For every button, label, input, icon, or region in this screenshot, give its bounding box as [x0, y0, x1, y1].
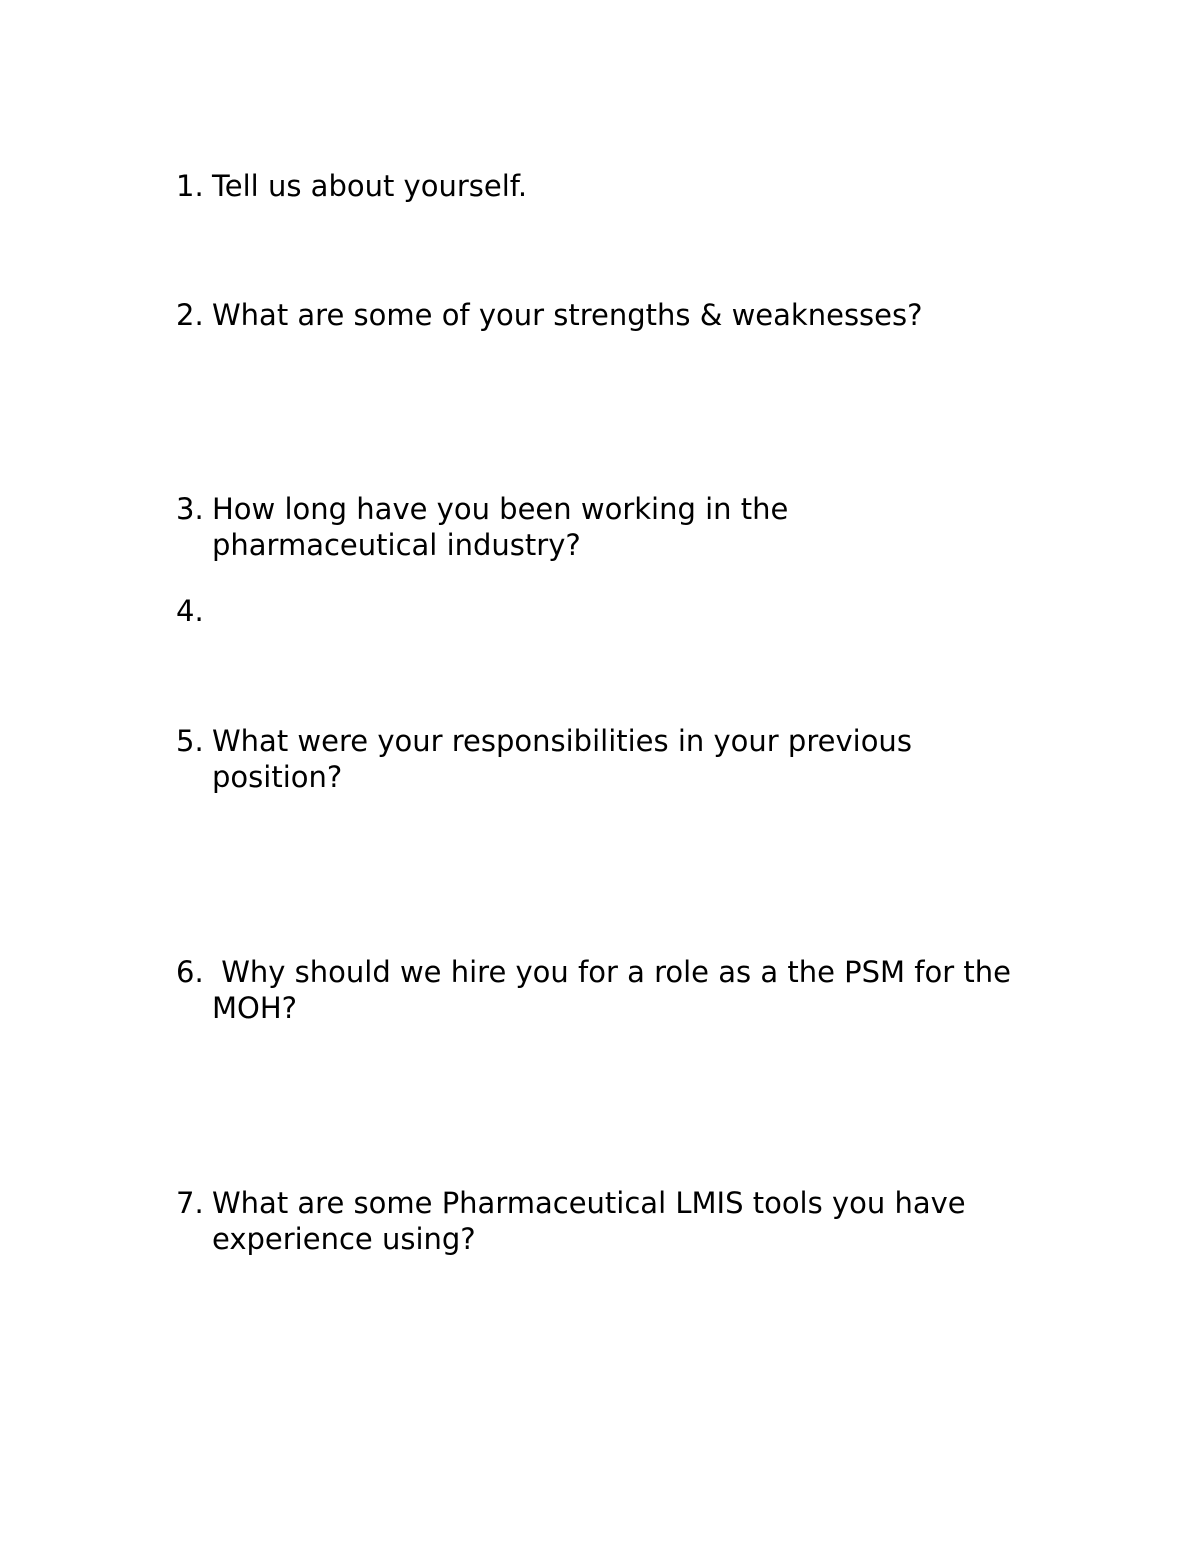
question-item-5 [176, 723, 1056, 795]
question-text: Why should we hire you for a role as a the PSM for the MOH? [212, 955, 1021, 1025]
question-item-1 [176, 168, 1056, 204]
question-number: 5. [176, 724, 204, 758]
question-number: 4. [176, 594, 204, 628]
question-text: How long have you been working in the pharmaceutical industry? [212, 492, 798, 562]
question-number: 7. [176, 1186, 204, 1220]
question-text: What are some of your strengths & weaknesses? [212, 298, 923, 332]
question-item-2 [176, 297, 1056, 333]
question-number: 6. [176, 955, 204, 989]
question-number: 1. [176, 169, 204, 203]
question-text: What were your responsibilities in your previous position? [212, 724, 922, 794]
question-item-3 [176, 491, 1056, 563]
question-number: 3. [176, 492, 204, 526]
question-item-6 [176, 954, 1056, 1026]
question-number: 2. [176, 298, 204, 332]
question-text: What are some Pharmaceutical LMIS tools you have experience using? [212, 1186, 975, 1256]
question-text: Tell us about yourself. [212, 169, 528, 203]
question-item-7 [176, 1185, 1056, 1257]
